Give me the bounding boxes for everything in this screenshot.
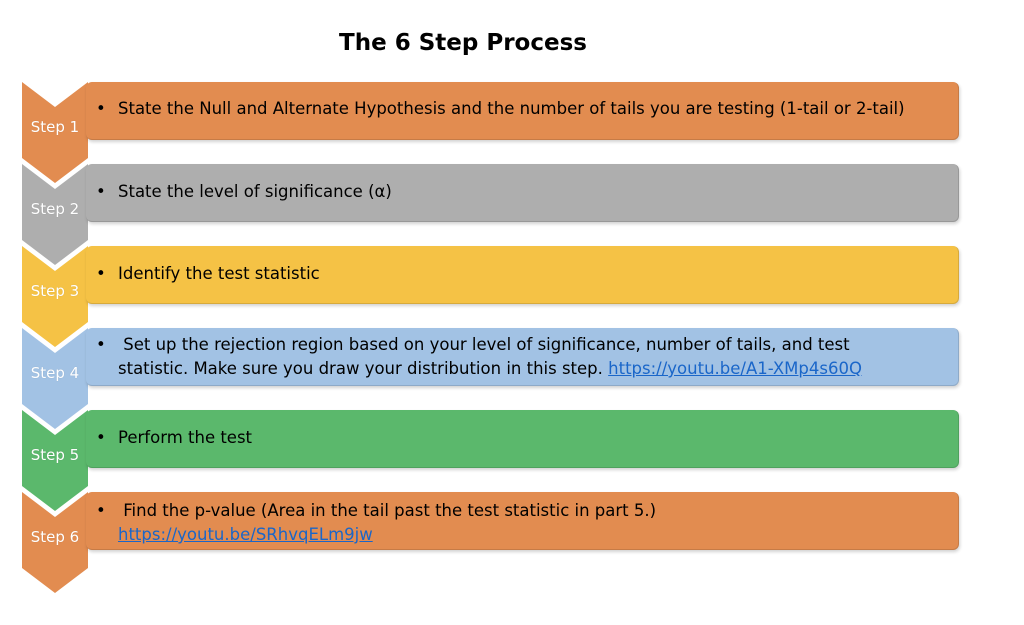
step-6-box	[86, 492, 959, 550]
step-5-label: Step 5	[30, 446, 80, 464]
step-5-box	[86, 410, 959, 468]
bullet-icon: •	[96, 182, 106, 201]
step-4-box	[86, 328, 959, 386]
step-1-label: Step 1	[30, 118, 80, 136]
bullet-icon: •	[96, 335, 106, 354]
bullet-icon: •	[96, 264, 106, 283]
step-6-link[interactable]: https://youtu.be/SRhvqELm9jw	[118, 525, 373, 544]
step-2-text: State the level of significance (α)	[118, 182, 392, 201]
step-4-text-line1: Set up the rejection region based on your level of significance, number of tails, and test	[118, 335, 850, 354]
bullet-icon: •	[96, 428, 106, 447]
step-2-box	[86, 164, 959, 222]
step-4-text-line2: statistic. Make sure you draw your distribution in this step.	[118, 359, 609, 378]
step-3-label: Step 3	[30, 282, 80, 300]
step-2-label: Step 2	[30, 200, 80, 218]
step-6-chevron	[22, 492, 88, 593]
step-3-text: Identify the test statistic	[118, 264, 320, 283]
bullet-icon: •	[96, 501, 106, 520]
step-6-text-line1: Find the p-value (Area in the tail past the test statistic in part 5.)	[118, 501, 657, 520]
step-1-box	[86, 82, 959, 140]
step-4-link[interactable]: https://youtu.be/A1-XMp4s60Q	[608, 359, 862, 378]
step-1-text: State the Null and Alternate Hypothesis and the number of tails you are testing (1-tail or 2-tail)	[118, 99, 905, 118]
step-5-text: Perform the test	[118, 428, 253, 447]
step-4-label: Step 4	[30, 364, 80, 382]
bullet-icon: •	[96, 99, 106, 118]
step-3-box	[86, 246, 959, 304]
diagram-title: The 6 Step Process	[339, 30, 587, 56]
step-6-label: Step 6	[30, 528, 80, 546]
